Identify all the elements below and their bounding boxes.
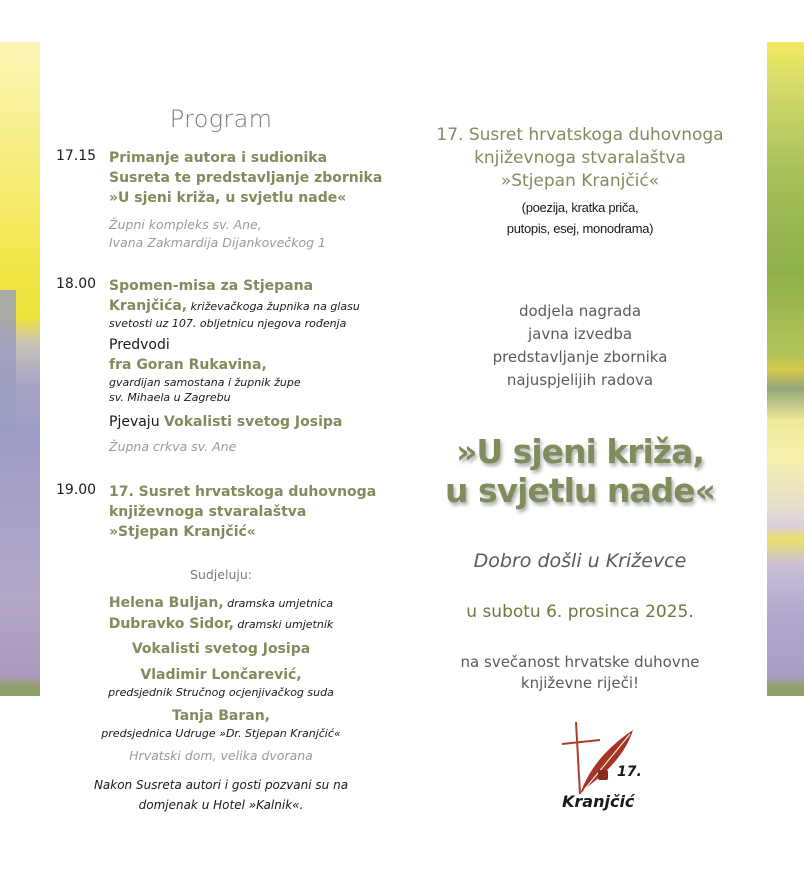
entry-time: 19.00: [56, 482, 97, 498]
participants-label: Sudjeluju:: [190, 567, 252, 582]
activity-item: najuspjelijih radova: [506, 371, 654, 389]
motto-line: u svjetlu nade«: [445, 471, 715, 510]
entry-title-desc: križevačkoga župnika na glasu: [187, 300, 360, 313]
singers-name: Vokalisti svetog Josipa: [164, 414, 343, 430]
entry-title-line: Primanje autora i sudionika: [109, 150, 328, 166]
participant-name: Vladimir Lončarević,: [140, 667, 302, 683]
cover-title: književnoga stvaralaštva: [474, 148, 686, 168]
invitation-line: na svečanost hrvatske duhovne: [460, 653, 700, 671]
activity-item: predstavljanje zbornika: [492, 348, 668, 366]
final-location: Hrvatski dom, velika dvorana: [129, 748, 313, 763]
cover-motto: [405, 432, 755, 510]
logo-name: Kranjčić: [562, 792, 635, 811]
entry-location: Župni kompleks sv. Ane,: [109, 217, 262, 232]
presider-role: sv. Mihaela u Zagrebu: [109, 391, 231, 404]
closing-note: Nakon Susreta autori i gosti pozvani su na: [93, 778, 349, 792]
entry-title-line: »U sjeni križa, u svjetlu nade«: [109, 190, 347, 206]
painted-tower: [0, 290, 16, 430]
participant-name: Vokalisti svetog Josipa: [131, 641, 311, 657]
cover-invitation: [405, 652, 755, 694]
participant-role: dramska umjetnica: [223, 597, 334, 610]
logo-number: 17.: [617, 764, 642, 780]
entry-title-bold: Kranjčića,: [109, 298, 188, 314]
invitation-line: književne riječi!: [520, 674, 640, 692]
entry-title-line: Spomen-misa za Stjepana: [109, 278, 314, 294]
participant-role: dramski umjetnik: [233, 618, 334, 631]
painting-right-edge: [767, 42, 804, 696]
cover-panel: [405, 124, 755, 239]
singers-label: Pjevaju: [109, 414, 165, 430]
cover-date: [405, 602, 755, 622]
cover-welcome: [405, 550, 755, 572]
activity-item: dodjela nagrada: [518, 302, 642, 320]
entry-title-line: »Stjepan Kranjčić«: [109, 524, 256, 540]
welcome-text: Dobro došli u Križevce: [473, 550, 687, 572]
participant-role: predsjednica Udruge »Dr. Stjepan Kranjčić«: [101, 727, 341, 740]
painting-left-edge: [0, 42, 40, 696]
entry-title-desc: svetosti uz 107. obljetnicu njegova rođenja: [109, 317, 347, 330]
presider-label: Predvodi: [109, 337, 170, 353]
entry-location: Ivana Zakmardija Dijankovečkog 1: [109, 235, 326, 250]
cover-activities: [405, 300, 755, 392]
cover-title: »Stjepan Kranjčić«: [500, 171, 660, 191]
activity-item: javna izvedba: [527, 325, 633, 343]
entry-location: Župna crkva sv. Ane: [109, 439, 237, 454]
event-date: u subotu 6. prosinca 2025.: [466, 602, 694, 622]
cover-genres: putopis, esej, monodrama): [506, 221, 654, 236]
participant-role: predsjednik Stručnog ocjenjivačkog suda: [108, 686, 334, 699]
program-title: Program: [169, 105, 273, 133]
closing-note: domjenak u Hotel »Kalnik«.: [138, 798, 304, 812]
presider-role: gvardijan samostana i župnik župe: [109, 376, 301, 389]
cover-genres: (poezija, kratka priča,: [521, 200, 639, 215]
entry-title-line: Susreta te predstavljanje zbornika: [109, 170, 383, 186]
cover-title: 17. Susret hrvatskoga duhovnoga: [436, 125, 724, 145]
participant-name: Tanja Baran,: [171, 708, 271, 724]
presider-name: fra Goran Rukavina,: [109, 357, 267, 373]
motto-line: »U sjeni križa,: [456, 432, 704, 471]
participant-name: Dubravko Sidor,: [108, 616, 234, 632]
entry-title-line: 17. Susret hrvatskoga duhovnoga: [109, 484, 377, 500]
entry-time: 17.15: [56, 148, 97, 164]
entry-time: 18.00: [56, 276, 97, 292]
participant-name: Helena Buljan,: [108, 595, 224, 611]
entry-title-line: književnoga stvaralaštva: [109, 504, 307, 520]
participants: [56, 566, 386, 815]
